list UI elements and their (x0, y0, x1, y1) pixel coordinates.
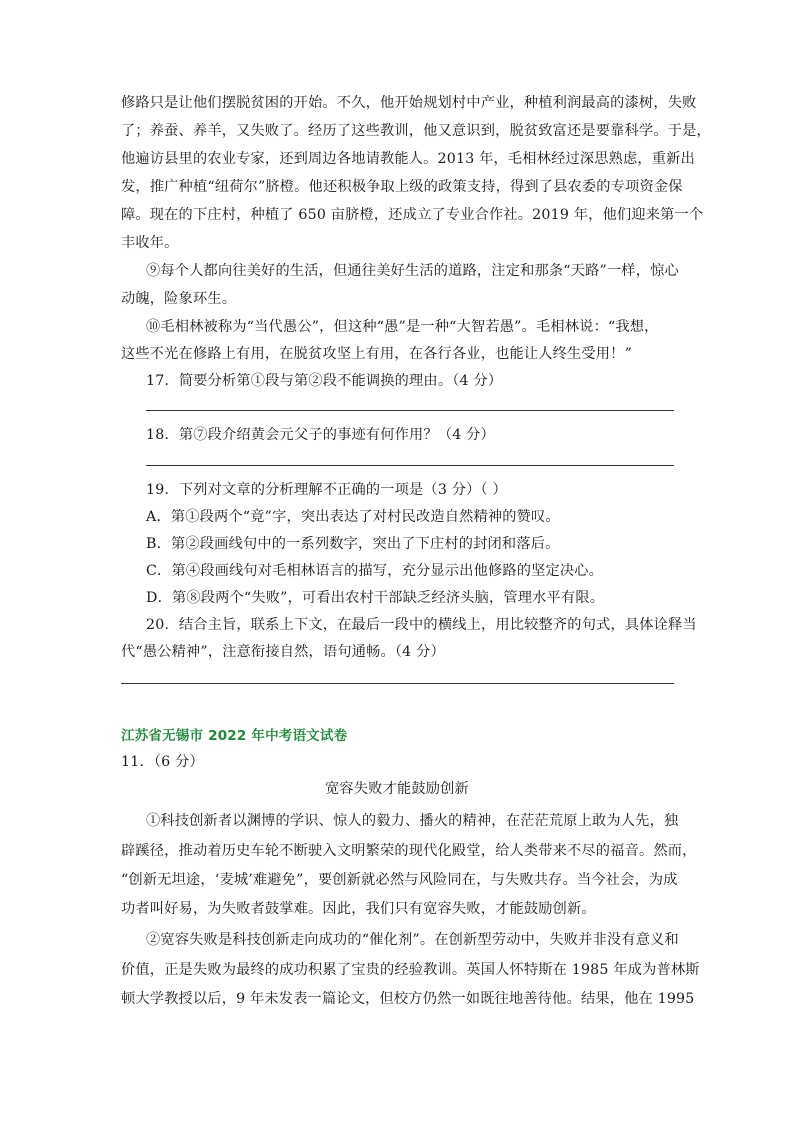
question-20: 20．结合主旨，联系上下文，在最后一段中的横线上，用比较整齐的句式，具体诠释当 (146, 617, 697, 633)
passage-line: 了；养蚕、养羊，又失败了。经历了这些教训，他又意识到，脱贫致富还是要靠科学。于是， (121, 123, 711, 139)
passage-line: 丰收年。 (121, 235, 179, 251)
source-heading: 江苏省无锡市 2022 年中考语文试卷 (121, 728, 348, 744)
article-paragraph-1-line: “创新无坦途，‘麦城’难避免”，要创新就必然与风险同在，与失败共存。当今社会，为成 (121, 872, 678, 888)
answer-line-18[interactable] (146, 465, 674, 466)
question-11-label: 11．（6 分） (121, 754, 204, 770)
answer-line-17[interactable] (146, 410, 674, 411)
question-20: 代“愚公精神”，注意衔接自然，语句通畅。（4 分） (121, 644, 445, 660)
passage-line: 障。现在的下庄村，种植了 650 亩脐橙，还成立了专业合作社。2019 年，他们迎来第一个 (121, 207, 704, 223)
article-paragraph-1-line: 功者叫好易，为失败者鼓掌难。因此，我们只有宽容失败，才能鼓励创新。 (121, 901, 596, 917)
question-19: 19．下列对文章的分析理解不正确的一项是（3 分）（ ） (146, 482, 507, 498)
article-paragraph-1-line: 辟蹊径，推动着历史车轮不断驶入文明繁荣的现代化殿堂，给人类带来不尽的福音。然而， (121, 843, 697, 859)
article-paragraph-2-line: 价值，正是失败为最终的成功积累了宝贵的经验教训。英国人怀特斯在 1985 年成为普林斯 (121, 962, 700, 978)
article-paragraph-1-line: ①科技创新者以渊博的学识、惊人的毅力、播火的精神，在茫茫荒原上敢为人先，独 (146, 813, 679, 829)
question-19-option-d: D．第⑧段两个“失败”，可看出农村干部缺乏经济头脑，管理水平有限。 (146, 590, 605, 606)
paragraph-9-line: ⑨每个人都向往美好的生活，但通往美好生活的道路，注定和那条“天路”一样，惊心 (146, 263, 679, 279)
question-19-option-b: B．第②段画线句中的一系列数字，突出了下庄村的封闭和落后。 (146, 536, 560, 552)
paragraph-10-line: 这些不光在修路上有用，在脱贫攻坚上有用，在各行各业，也能让人终生受用！” (121, 346, 633, 362)
article-title: 宽容失败才能鼓励创新 (325, 781, 469, 797)
passage-line: 他遍访县里的农业专家，还到周边各地请教能人。2013 年，毛相林经过深思熟虑，重新出 (121, 151, 695, 167)
question-19-option-a: A．第①段两个“竟”字，突出表达了对村民改造自然精神的赞叹。 (146, 509, 560, 525)
answer-line-20[interactable] (121, 683, 674, 684)
passage-line: 修路只是让他们摆脱贫困的开始。不久，他开始规划村中产业，种植利润最高的漆树，失败 (121, 95, 697, 111)
question-17: 17．简要分析第①段与第②段不能调换的理由。（4 分） (146, 373, 503, 389)
article-paragraph-2-line: ②宽容失败是科技创新走向成功的“催化剂”。在创新型劳动中，失败并非没有意义和 (146, 932, 679, 948)
article-paragraph-2-line: 顿大学教授以后，9 年未发表一篇论文，但校方仍然一如既往地善待他。结果，他在 1995 (121, 991, 695, 1007)
question-19-option-c: C．第④段画线句对毛相林语言的描写，充分显示出他修路的坚定决心。 (146, 563, 604, 579)
question-18: 18．第⑦段介绍黄会元父子的事迹有何作用？（4 分） (146, 427, 495, 443)
paragraph-9-line: 动魄，险象环生。 (121, 291, 237, 307)
paragraph-10-line: ⑩毛相林被称为“当代愚公”，但这种“愚”是一种“大智若愚”。毛相林说：“我想， (146, 319, 659, 335)
passage-line: 发，推广种植“纽荷尔”脐橙。他还积极争取上级的政策支持，得到了县农委的专项资金保 (121, 179, 683, 195)
